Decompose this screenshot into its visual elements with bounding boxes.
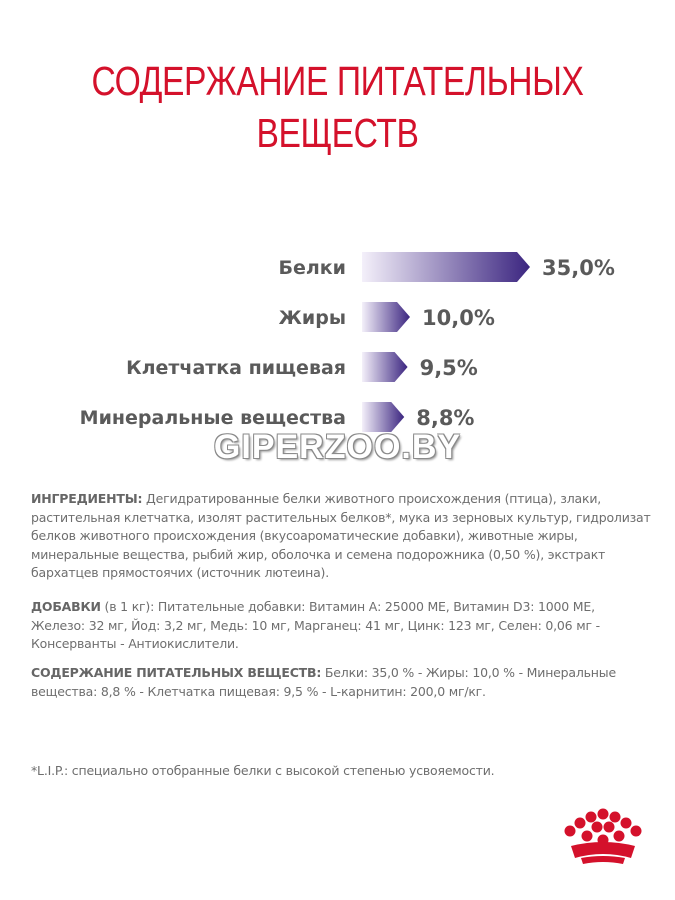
- value-label: 10,0%: [422, 306, 495, 330]
- ingredients-heading: ИНГРЕДИЕНТЫ:: [31, 491, 143, 506]
- bar-0: [362, 252, 530, 282]
- additives-text: (в 1 кг): Питательные добавки: Витамин А: 25000 МЕ, Витамин D3: 1000 МЕ, Железо: 32 мг, Йод: 3,2 мг, Медь: 10 мг, Марганец: 41 мг, Цинк: 123 мг, Селен: 0,06 мг - Консерванты - Антиокислители.: [31, 599, 600, 651]
- title-line-1: СОДЕРЖАНИЕ ПИТАТЕЛЬНЫХ: [91, 58, 584, 104]
- crown-icon: [553, 808, 653, 870]
- nutrients-text: Белки: 35,0 % - Жиры: 10,0 % - Минеральные вещества: 8,8 % - Клетчатка пищевая: 9,5 % - L-карнитин: 200,0 мг/кг.: [31, 665, 616, 699]
- page-title: [61, 55, 615, 159]
- value-label: 9,5%: [419, 356, 478, 380]
- title-line-2: ВЕЩЕСТВ: [256, 110, 419, 156]
- nutrients-section: [31, 664, 651, 701]
- category-label: Жиры: [278, 307, 346, 329]
- value-label: 35,0%: [542, 256, 615, 280]
- category-label: Клетчатка пищевая: [126, 357, 346, 379]
- ingredients-text: Дегидратированные белки животного происхождения (птица), злаки, растительная клетчатка, изолят растительных белков*, мука из зерновых культур, гидролизат белков животного происхождения (вкусоароматические добавки), животные жиры, минеральные вещества, рыбий жир, оболочка и семена подорожника (0,50 %), экстракт бархатцев прямостоячих (источник лютеина).: [31, 491, 651, 580]
- bar-2: [362, 352, 408, 382]
- additives-heading: ДОБАВКИ: [31, 599, 101, 614]
- footnote: *L.I.P.: специально отобранные белки с высокой степенью усвояемости.: [31, 763, 495, 778]
- category-label: Белки: [278, 257, 346, 279]
- watermark: GIPERZOO.BY: [213, 428, 462, 466]
- category-label: Минеральные вещества: [79, 407, 346, 429]
- bar-1: [362, 302, 410, 332]
- value-label: 8,8%: [416, 406, 475, 430]
- nutrients-heading: СОДЕРЖАНИЕ ПИТАТЕЛЬНЫХ ВЕЩЕСТВ:: [31, 665, 322, 680]
- ingredients-section: [31, 490, 651, 583]
- additives-section: [31, 598, 651, 654]
- nutrient-bar-chart: [0, 230, 675, 440]
